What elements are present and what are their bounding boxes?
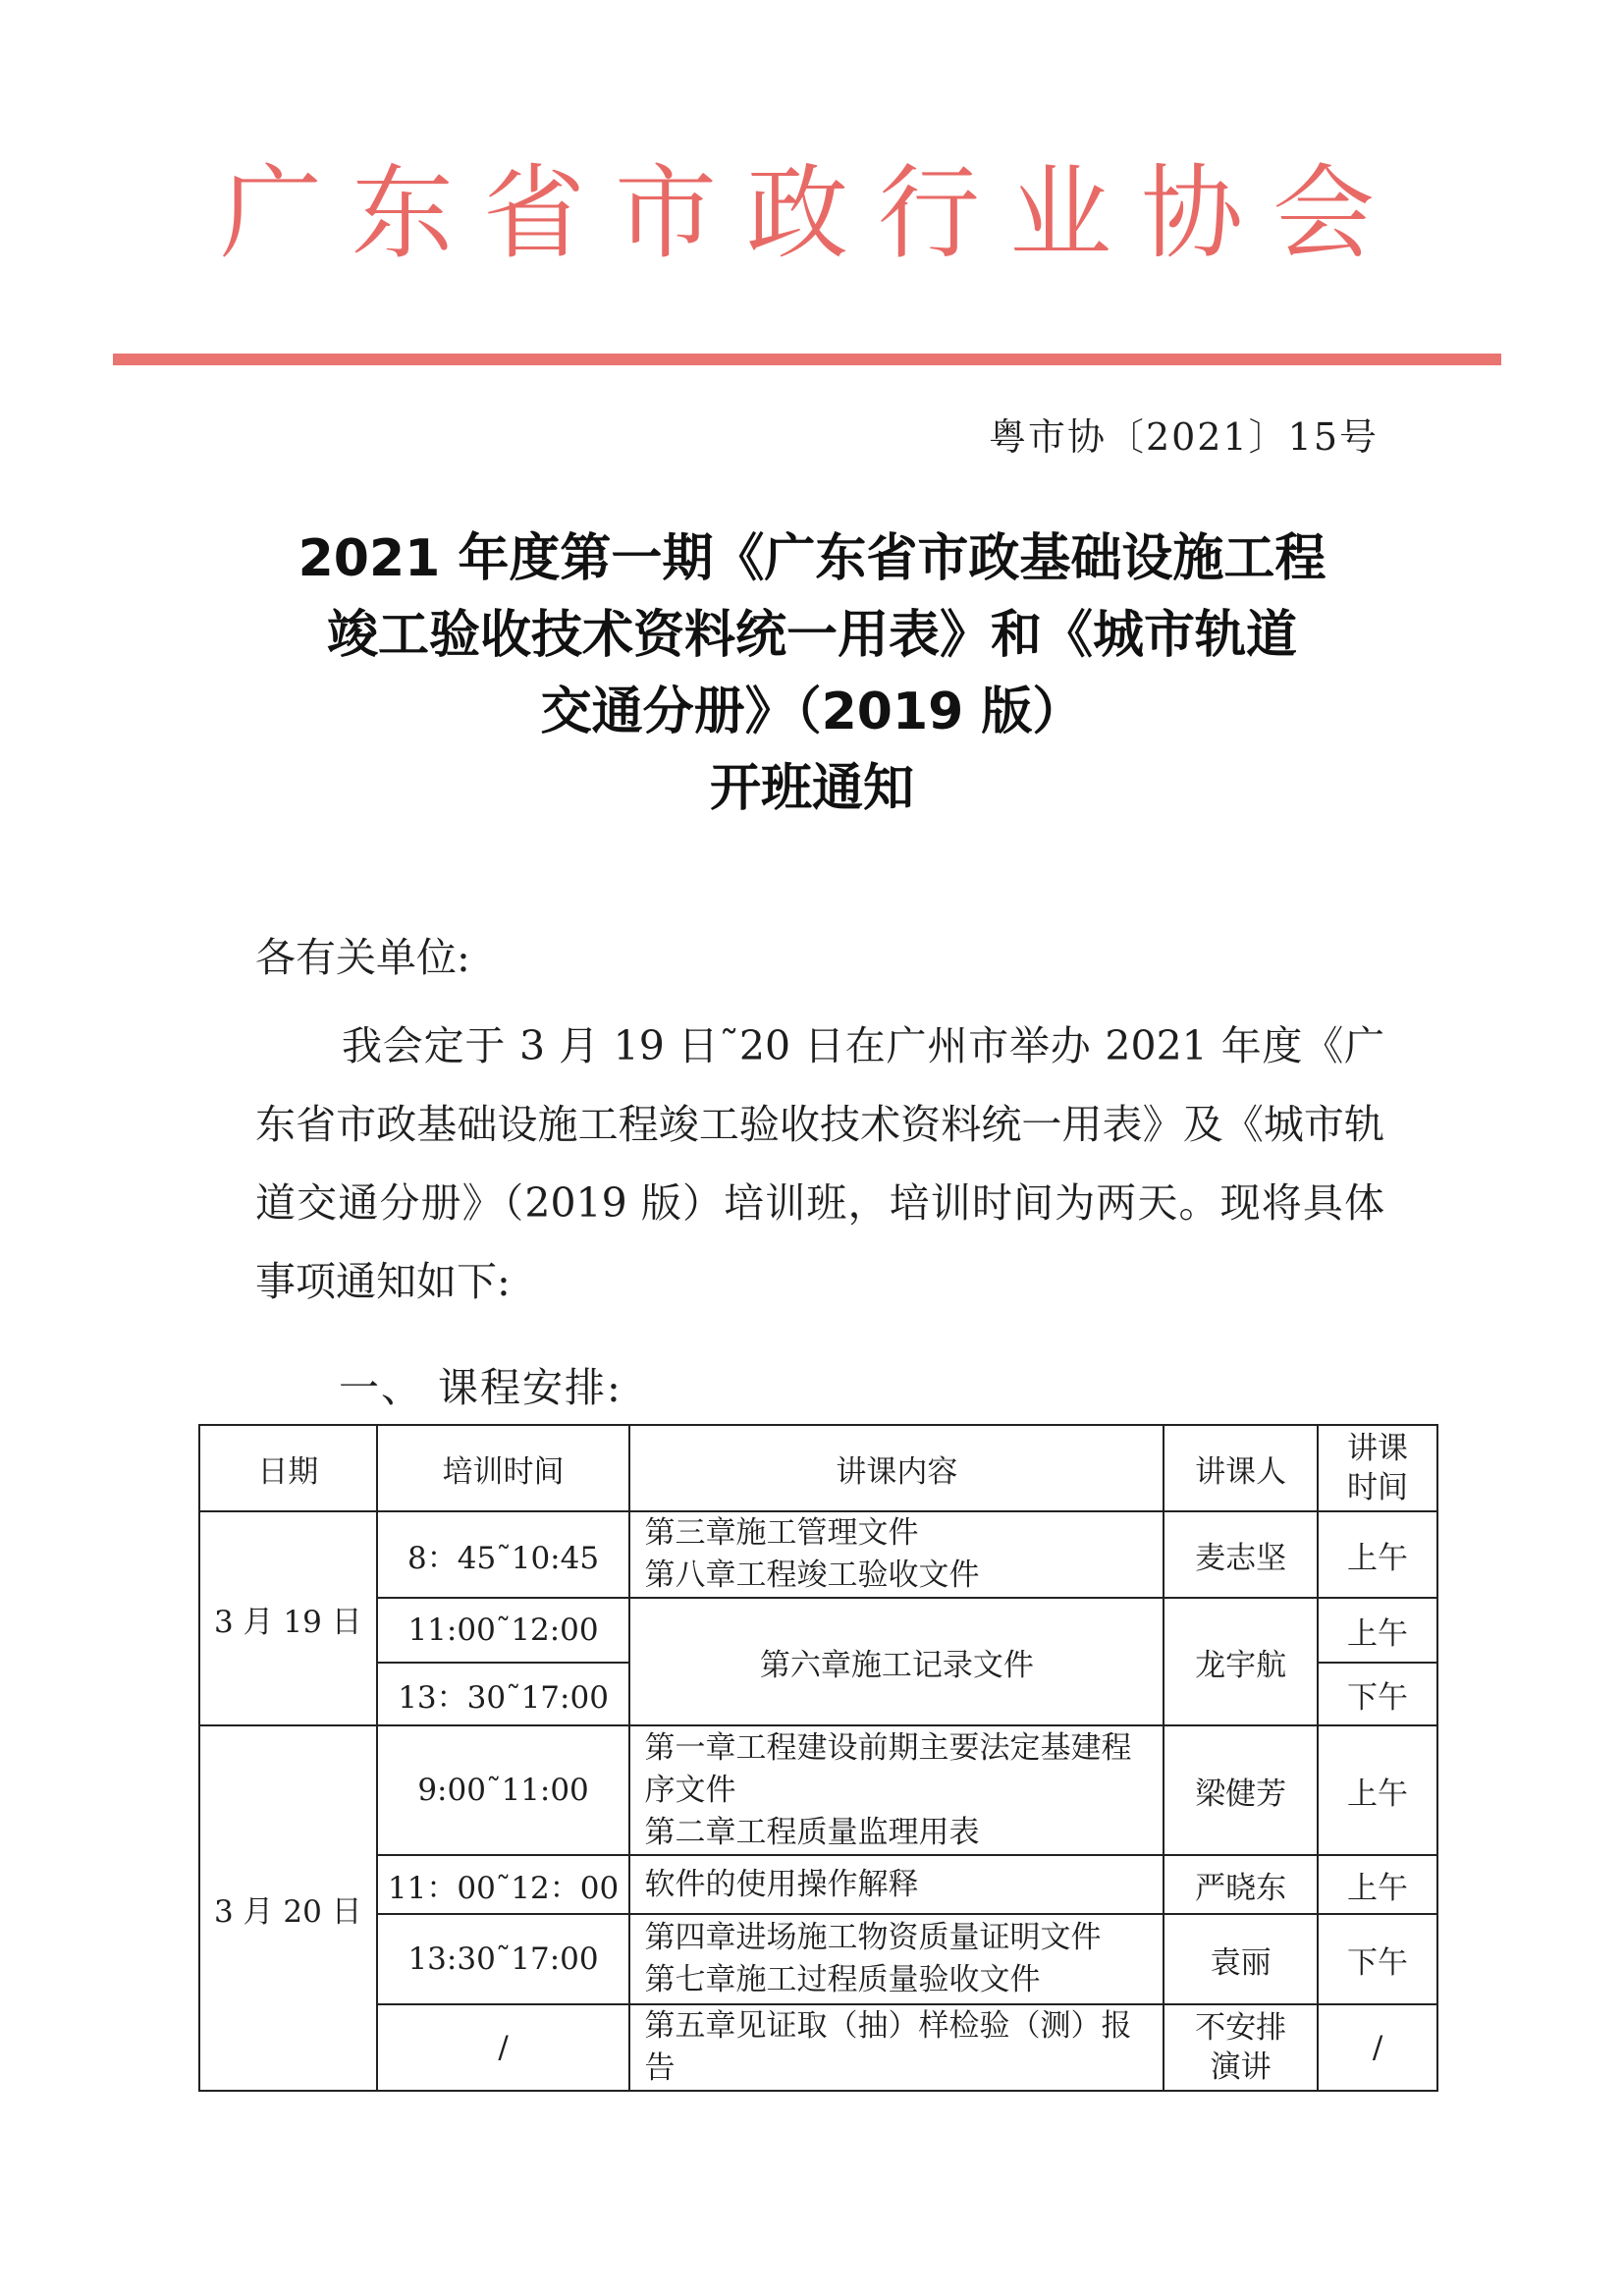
time-cell: 13:30˜17:00 — [377, 1914, 630, 2004]
course-schedule-table — [198, 1424, 1438, 2092]
table-row — [199, 2004, 1437, 2091]
content-cell: 第五章见证取（抽）样检验（测）报告 — [629, 2004, 1164, 2091]
time-cell: 11:00˜12:00 — [377, 1598, 630, 1663]
salutation: 各有关单位: — [255, 934, 470, 981]
table-row — [199, 1511, 1437, 1598]
document-number: 粤市协〔2021〕15号 — [988, 415, 1379, 459]
period-cell: / — [1318, 2004, 1437, 2091]
lecturer-cell: 严晓东 — [1164, 1855, 1318, 1914]
time-cell: 11：00˜12：00 — [377, 1855, 630, 1914]
period-cell: 上午 — [1318, 1598, 1437, 1663]
period-cell: 下午 — [1318, 1914, 1437, 2004]
lecturer-cell: 龙宇航 — [1164, 1598, 1318, 1725]
intro-paragraph — [255, 1007, 1384, 1321]
table-row — [199, 1598, 1437, 1663]
intro-paragraph-text: 我会定于 3 月 19 日˜20 日在广州市举办 2021 年度《广东省市政基础设施工程竣工验收技术资料统一用表》及《城市轨道交通分册》（2019 版）培训班，培训时间为两天。现将具体事项通知如下: — [255, 1022, 1384, 1305]
lecturer-cell: 袁丽 — [1164, 1914, 1318, 2004]
table-row — [199, 1855, 1437, 1914]
lecturer-text: 不安排演讲 — [1195, 2010, 1287, 2085]
header-period-text: 讲课时间 — [1347, 1431, 1409, 1505]
title-line-4: 开班通知 — [709, 759, 914, 818]
title-line-1: 2021 年度第一期《广东省市政基础设施工程 — [298, 529, 1326, 588]
content-cell: 第一章工程建设前期主要法定基建程序文件 第二章工程质量监理用表 — [629, 1725, 1164, 1855]
red-divider-line — [113, 354, 1501, 365]
date-cell: 3 月 19 日 — [199, 1511, 377, 1725]
date-cell: 3 月 20 日 — [199, 1725, 377, 2091]
content-cell: 第三章施工管理文件 第八章工程竣工验收文件 — [629, 1511, 1164, 1598]
table-header-row — [199, 1425, 1437, 1511]
period-cell: 上午 — [1318, 1511, 1437, 1598]
time-cell: 9:00˜11:00 — [377, 1725, 630, 1855]
header-date: 日期 — [199, 1425, 377, 1511]
header-period — [1318, 1425, 1437, 1511]
lecturer-cell — [1164, 2004, 1318, 2091]
time-cell: / — [377, 2004, 630, 2091]
table-row — [199, 1725, 1437, 1855]
title-line-2: 竣工验收技术资料统一用表》和《城市轨道 — [326, 606, 1297, 665]
period-cell: 下午 — [1318, 1663, 1437, 1725]
organization-name: 广东省市政行业协会 — [219, 153, 1404, 273]
lecturer-cell: 麦志坚 — [1164, 1511, 1318, 1598]
content-cell: 第四章进场施工物资质量证明文件 第七章施工过程质量验收文件 — [629, 1914, 1164, 2004]
notice-title — [0, 520, 1624, 827]
lecturer-cell: 梁健芳 — [1164, 1725, 1318, 1855]
time-cell: 13：30˜17:00 — [377, 1663, 630, 1725]
content-cell: 软件的使用操作解释 — [629, 1855, 1164, 1914]
header-time: 培训时间 — [377, 1425, 630, 1511]
period-cell: 上午 — [1318, 1855, 1437, 1914]
header-lecturer: 讲课人 — [1164, 1425, 1318, 1511]
period-cell: 上午 — [1318, 1725, 1437, 1855]
title-line-3: 交通分册》（2019 版） — [540, 683, 1084, 741]
content-cell: 第六章施工记录文件 — [629, 1598, 1164, 1725]
table-row — [199, 1914, 1437, 2004]
time-cell: 8：45˜10:45 — [377, 1511, 630, 1598]
header-content: 讲课内容 — [629, 1425, 1164, 1511]
section-heading-course-arrangement: 一、 课程安排: — [339, 1364, 623, 1411]
